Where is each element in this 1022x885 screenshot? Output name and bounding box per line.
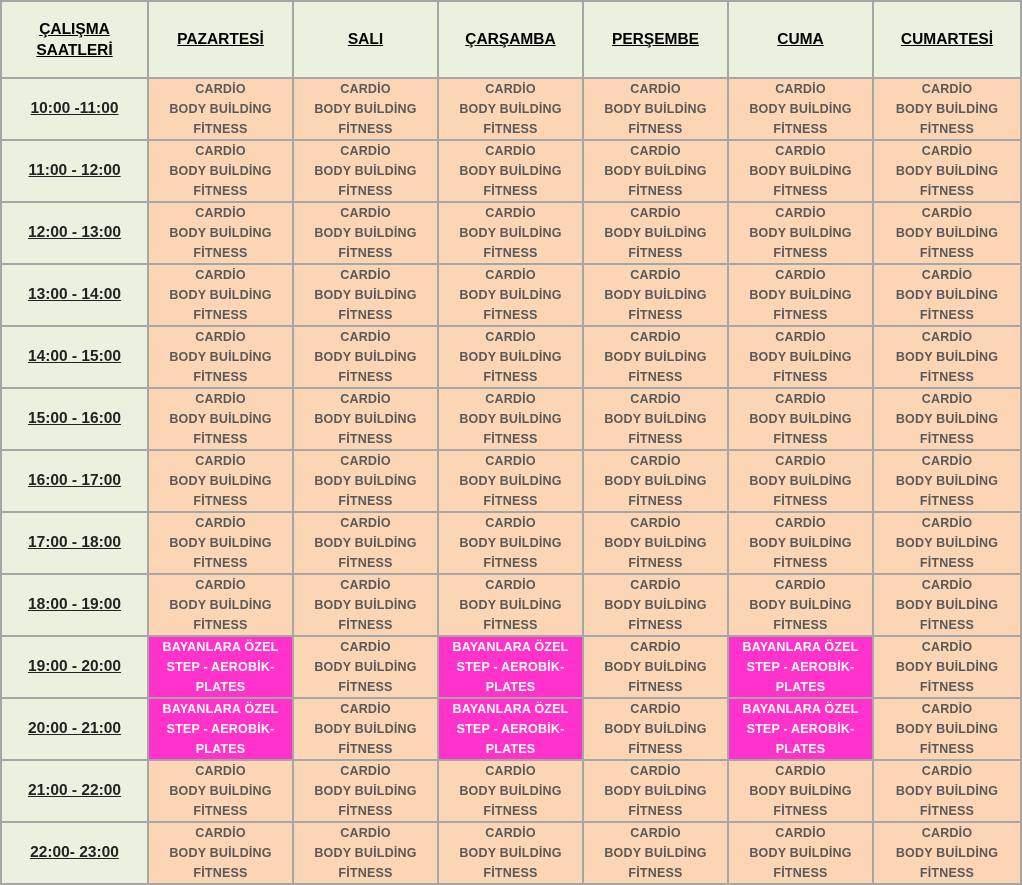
schedule-row xyxy=(1,326,1021,388)
activity-cell xyxy=(293,326,438,388)
header-day xyxy=(873,1,1021,78)
activity-label: CARDİO BODY BUİLDİNG FİTNESS xyxy=(749,144,852,198)
activity-label: CARDİO BODY BUİLDİNG FİTNESS xyxy=(749,82,852,136)
activity-label: CARDİO BODY BUİLDİNG FİTNESS xyxy=(749,764,852,818)
activity-cell xyxy=(728,78,873,140)
schedule-row xyxy=(1,512,1021,574)
activity-label: CARDİO BODY BUİLDİNG FİTNESS xyxy=(604,268,707,322)
activity-label: CARDİO BODY BUİLDİNG FİTNESS xyxy=(895,826,999,880)
activity-label: CARDİO BODY BUİLDİNG FİTNESS xyxy=(169,392,272,446)
activity-cell xyxy=(148,264,293,326)
time-slot-cell xyxy=(1,822,148,884)
activity-label: BAYANLARA ÖZEL STEP - AEROBİK- PLATES xyxy=(742,702,859,756)
activity-cell xyxy=(583,636,728,698)
activity-cell xyxy=(438,202,583,264)
activity-cell xyxy=(583,140,728,202)
activity-cell xyxy=(583,78,728,140)
schedule-row xyxy=(1,388,1021,450)
time-slot-cell xyxy=(1,512,148,574)
header-day xyxy=(293,1,438,78)
time-slot-label: 20:00 - 21:00 xyxy=(27,720,122,737)
activity-label: CARDİO BODY BUİLDİNG FİTNESS xyxy=(314,392,417,446)
schedule-row xyxy=(1,636,1021,698)
activity-label: CARDİO BODY BUİLDİNG FİTNESS xyxy=(169,764,272,818)
activity-cell xyxy=(293,822,438,884)
activity-cell xyxy=(873,760,1021,822)
time-slot-cell xyxy=(1,326,148,388)
activity-cell xyxy=(293,450,438,512)
activity-label: BAYANLARA ÖZEL STEP - AEROBİK- PLATES xyxy=(452,702,569,756)
activity-label: CARDİO BODY BUİLDİNG FİTNESS xyxy=(604,764,707,818)
activity-cell xyxy=(873,450,1021,512)
activity-label: CARDİO BODY BUİLDİNG FİTNESS xyxy=(169,578,272,632)
activity-cell xyxy=(583,450,728,512)
header-time-label: ÇALIŞMA SAATLERİ xyxy=(36,20,113,59)
time-slot-label: 21:00 - 22:00 xyxy=(27,782,122,799)
activity-label: CARDİO BODY BUİLDİNG FİTNESS xyxy=(895,330,999,384)
special-class-cell xyxy=(728,698,873,760)
activity-cell xyxy=(728,202,873,264)
activity-label: CARDİO BODY BUİLDİNG FİTNESS xyxy=(895,454,999,508)
header-day-label: PAZARTESİ xyxy=(177,31,264,48)
activity-label: CARDİO BODY BUİLDİNG FİTNESS xyxy=(604,516,707,570)
activity-cell xyxy=(583,698,728,760)
activity-cell xyxy=(583,326,728,388)
time-slot-cell xyxy=(1,574,148,636)
time-slot-cell xyxy=(1,202,148,264)
activity-label: CARDİO BODY BUİLDİNG FİTNESS xyxy=(459,826,562,880)
time-slot-label: 12:00 - 13:00 xyxy=(27,224,122,241)
activity-label: CARDİO BODY BUİLDİNG FİTNESS xyxy=(749,206,852,260)
activity-cell xyxy=(728,264,873,326)
time-slot-cell xyxy=(1,140,148,202)
time-slot-cell xyxy=(1,78,148,140)
schedule-row xyxy=(1,698,1021,760)
activity-label: CARDİO BODY BUİLDİNG FİTNESS xyxy=(749,454,852,508)
activity-label: CARDİO BODY BUİLDİNG FİTNESS xyxy=(604,392,707,446)
activity-label: CARDİO BODY BUİLDİNG FİTNESS xyxy=(749,330,852,384)
schedule-row xyxy=(1,140,1021,202)
activity-label: CARDİO BODY BUİLDİNG FİTNESS xyxy=(749,578,852,632)
activity-label: CARDİO BODY BUİLDİNG FİTNESS xyxy=(314,454,417,508)
activity-cell xyxy=(583,202,728,264)
time-slot-cell xyxy=(1,698,148,760)
activity-cell xyxy=(583,388,728,450)
activity-label: CARDİO BODY BUİLDİNG FİTNESS xyxy=(604,702,707,756)
activity-cell xyxy=(148,512,293,574)
activity-cell xyxy=(438,140,583,202)
activity-label: CARDİO BODY BUİLDİNG FİTNESS xyxy=(314,826,417,880)
activity-label: CARDİO BODY BUİLDİNG FİTNESS xyxy=(169,330,272,384)
activity-label: CARDİO BODY BUİLDİNG FİTNESS xyxy=(895,144,999,198)
activity-cell xyxy=(438,264,583,326)
schedule-row xyxy=(1,264,1021,326)
activity-label: CARDİO BODY BUİLDİNG FİTNESS xyxy=(314,578,417,632)
activity-label: CARDİO BODY BUİLDİNG FİTNESS xyxy=(459,206,562,260)
activity-label: CARDİO BODY BUİLDİNG FİTNESS xyxy=(749,516,852,570)
activity-label: CARDİO BODY BUİLDİNG FİTNESS xyxy=(314,144,417,198)
activity-cell xyxy=(293,140,438,202)
header-day xyxy=(148,1,293,78)
activity-label: CARDİO BODY BUİLDİNG FİTNESS xyxy=(604,330,707,384)
activity-cell xyxy=(583,264,728,326)
activity-label: BAYANLARA ÖZEL STEP - AEROBİK- PLATES xyxy=(162,702,279,756)
activity-cell xyxy=(148,760,293,822)
activity-cell xyxy=(728,760,873,822)
activity-cell xyxy=(438,450,583,512)
activity-cell xyxy=(583,760,728,822)
activity-cell xyxy=(148,140,293,202)
activity-label: CARDİO BODY BUİLDİNG FİTNESS xyxy=(459,578,562,632)
time-slot-cell xyxy=(1,760,148,822)
activity-cell xyxy=(873,388,1021,450)
activity-cell xyxy=(148,388,293,450)
header-day xyxy=(728,1,873,78)
time-slot-label: 19:00 - 20:00 xyxy=(27,658,122,675)
header-day xyxy=(438,1,583,78)
activity-label: CARDİO BODY BUİLDİNG FİTNESS xyxy=(895,578,999,632)
time-slot-cell xyxy=(1,450,148,512)
activity-label: CARDİO BODY BUİLDİNG FİTNESS xyxy=(604,454,707,508)
schedule-row xyxy=(1,574,1021,636)
activity-cell xyxy=(293,574,438,636)
activity-cell xyxy=(728,450,873,512)
time-slot-label: 16:00 - 17:00 xyxy=(27,472,122,489)
activity-cell xyxy=(293,264,438,326)
header-day-label: PERŞEMBE xyxy=(612,31,699,48)
activity-cell xyxy=(873,698,1021,760)
activity-label: CARDİO BODY BUİLDİNG FİTNESS xyxy=(604,144,707,198)
activity-label: CARDİO BODY BUİLDİNG FİTNESS xyxy=(169,826,272,880)
activity-label: CARDİO BODY BUİLDİNG FİTNESS xyxy=(604,206,707,260)
activity-cell xyxy=(873,574,1021,636)
header-day-label: SALI xyxy=(347,31,384,48)
activity-cell xyxy=(438,574,583,636)
activity-label: CARDİO BODY BUİLDİNG FİTNESS xyxy=(314,206,417,260)
activity-cell xyxy=(293,760,438,822)
activity-label: CARDİO BODY BUİLDİNG FİTNESS xyxy=(749,392,852,446)
header-day-label: CUMA xyxy=(777,31,824,48)
activity-label: CARDİO BODY BUİLDİNG FİTNESS xyxy=(314,702,417,756)
activity-label: CARDİO BODY BUİLDİNG FİTNESS xyxy=(314,82,417,136)
activity-cell xyxy=(293,512,438,574)
activity-cell xyxy=(148,326,293,388)
activity-label: BAYANLARA ÖZEL STEP - AEROBİK- PLATES xyxy=(742,640,859,694)
activity-label: CARDİO BODY BUİLDİNG FİTNESS xyxy=(459,144,562,198)
time-slot-label: 14:00 - 15:00 xyxy=(27,348,122,365)
activity-label: CARDİO BODY BUİLDİNG FİTNESS xyxy=(749,826,852,880)
activity-cell xyxy=(148,450,293,512)
activity-cell xyxy=(728,140,873,202)
header-row xyxy=(1,1,1021,78)
activity-label: CARDİO BODY BUİLDİNG FİTNESS xyxy=(749,268,852,322)
activity-cell xyxy=(728,512,873,574)
activity-label: CARDİO BODY BUİLDİNG FİTNESS xyxy=(314,640,417,694)
activity-label: CARDİO BODY BUİLDİNG FİTNESS xyxy=(895,516,999,570)
activity-cell xyxy=(148,822,293,884)
special-class-cell xyxy=(438,698,583,760)
header-day-label: ÇARŞAMBA xyxy=(465,31,556,48)
activity-cell xyxy=(148,574,293,636)
schedule-row xyxy=(1,760,1021,822)
time-slot-cell xyxy=(1,264,148,326)
header-time xyxy=(1,1,148,78)
schedule-row xyxy=(1,822,1021,884)
activity-cell xyxy=(438,326,583,388)
activity-cell xyxy=(438,822,583,884)
activity-cell xyxy=(728,574,873,636)
activity-cell xyxy=(728,326,873,388)
schedule-row xyxy=(1,202,1021,264)
activity-label: CARDİO BODY BUİLDİNG FİTNESS xyxy=(314,764,417,818)
time-slot-cell xyxy=(1,388,148,450)
activity-cell xyxy=(293,202,438,264)
time-slot-label: 17:00 - 18:00 xyxy=(27,534,122,551)
activity-label: CARDİO BODY BUİLDİNG FİTNESS xyxy=(459,392,562,446)
activity-cell xyxy=(148,202,293,264)
activity-label: CARDİO BODY BUİLDİNG FİTNESS xyxy=(895,764,999,818)
activity-label: CARDİO BODY BUİLDİNG FİTNESS xyxy=(459,268,562,322)
time-slot-label: 15:00 - 16:00 xyxy=(27,410,122,427)
activity-cell xyxy=(438,512,583,574)
activity-label: CARDİO BODY BUİLDİNG FİTNESS xyxy=(169,268,272,322)
activity-label: CARDİO BODY BUİLDİNG FİTNESS xyxy=(459,454,562,508)
special-class-cell xyxy=(148,698,293,760)
schedule-row xyxy=(1,450,1021,512)
activity-label: CARDİO BODY BUİLDİNG FİTNESS xyxy=(169,144,272,198)
activity-label: CARDİO BODY BUİLDİNG FİTNESS xyxy=(604,640,707,694)
activity-cell xyxy=(728,388,873,450)
activity-cell xyxy=(873,326,1021,388)
special-class-cell xyxy=(728,636,873,698)
activity-label: CARDİO BODY BUİLDİNG FİTNESS xyxy=(895,268,999,322)
activity-label: CARDİO BODY BUİLDİNG FİTNESS xyxy=(459,82,562,136)
activity-label: CARDİO BODY BUİLDİNG FİTNESS xyxy=(169,206,272,260)
activity-cell xyxy=(873,78,1021,140)
activity-cell xyxy=(873,140,1021,202)
activity-label: CARDİO BODY BUİLDİNG FİTNESS xyxy=(895,392,999,446)
schedule-body xyxy=(1,78,1021,884)
activity-label: CARDİO BODY BUİLDİNG FİTNESS xyxy=(604,826,707,880)
time-slot-cell xyxy=(1,636,148,698)
activity-cell xyxy=(873,636,1021,698)
activity-label: CARDİO BODY BUİLDİNG FİTNESS xyxy=(314,268,417,322)
activity-label: BAYANLARA ÖZEL STEP - AEROBİK- PLATES xyxy=(452,640,569,694)
time-slot-label: 11:00 - 12:00 xyxy=(28,162,121,179)
activity-cell xyxy=(293,388,438,450)
time-slot-label: 13:00 - 14:00 xyxy=(27,286,122,303)
activity-label: CARDİO BODY BUİLDİNG FİTNESS xyxy=(169,82,272,136)
activity-cell xyxy=(873,264,1021,326)
activity-cell xyxy=(148,78,293,140)
activity-label: CARDİO BODY BUİLDİNG FİTNESS xyxy=(895,82,999,136)
activity-cell xyxy=(583,512,728,574)
activity-label: CARDİO BODY BUİLDİNG FİTNESS xyxy=(895,640,999,694)
activity-cell xyxy=(873,822,1021,884)
time-slot-label: 18:00 - 19:00 xyxy=(27,596,122,613)
activity-cell xyxy=(293,698,438,760)
activity-cell xyxy=(873,202,1021,264)
special-class-cell xyxy=(438,636,583,698)
activity-label: CARDİO BODY BUİLDİNG FİTNESS xyxy=(604,82,707,136)
activity-cell xyxy=(293,78,438,140)
header-day xyxy=(583,1,728,78)
activity-label: CARDİO BODY BUİLDİNG FİTNESS xyxy=(314,516,417,570)
activity-cell xyxy=(438,760,583,822)
activity-cell xyxy=(438,388,583,450)
activity-label: CARDİO BODY BUİLDİNG FİTNESS xyxy=(459,516,562,570)
activity-label: CARDİO BODY BUİLDİNG FİTNESS xyxy=(169,454,272,508)
activity-cell xyxy=(873,512,1021,574)
activity-cell xyxy=(583,574,728,636)
header-day-label: CUMARTESİ xyxy=(900,31,994,48)
activity-label: BAYANLARA ÖZEL STEP - AEROBİK- PLATES xyxy=(162,640,279,694)
activity-cell xyxy=(293,636,438,698)
activity-label: CARDİO BODY BUİLDİNG FİTNESS xyxy=(459,764,562,818)
activity-cell xyxy=(438,78,583,140)
activity-label: CARDİO BODY BUİLDİNG FİTNESS xyxy=(314,330,417,384)
activity-cell xyxy=(583,822,728,884)
activity-label: CARDİO BODY BUİLDİNG FİTNESS xyxy=(895,206,999,260)
activity-cell xyxy=(728,822,873,884)
schedule-row xyxy=(1,78,1021,140)
activity-label: CARDİO BODY BUİLDİNG FİTNESS xyxy=(604,578,707,632)
activity-label: CARDİO BODY BUİLDİNG FİTNESS xyxy=(895,702,999,756)
activity-label: CARDİO BODY BUİLDİNG FİTNESS xyxy=(169,516,272,570)
activity-label: CARDİO BODY BUİLDİNG FİTNESS xyxy=(459,330,562,384)
special-class-cell xyxy=(148,636,293,698)
time-slot-label: 10:00 -11:00 xyxy=(30,100,119,117)
time-slot-label: 22:00- 23:00 xyxy=(30,844,119,861)
